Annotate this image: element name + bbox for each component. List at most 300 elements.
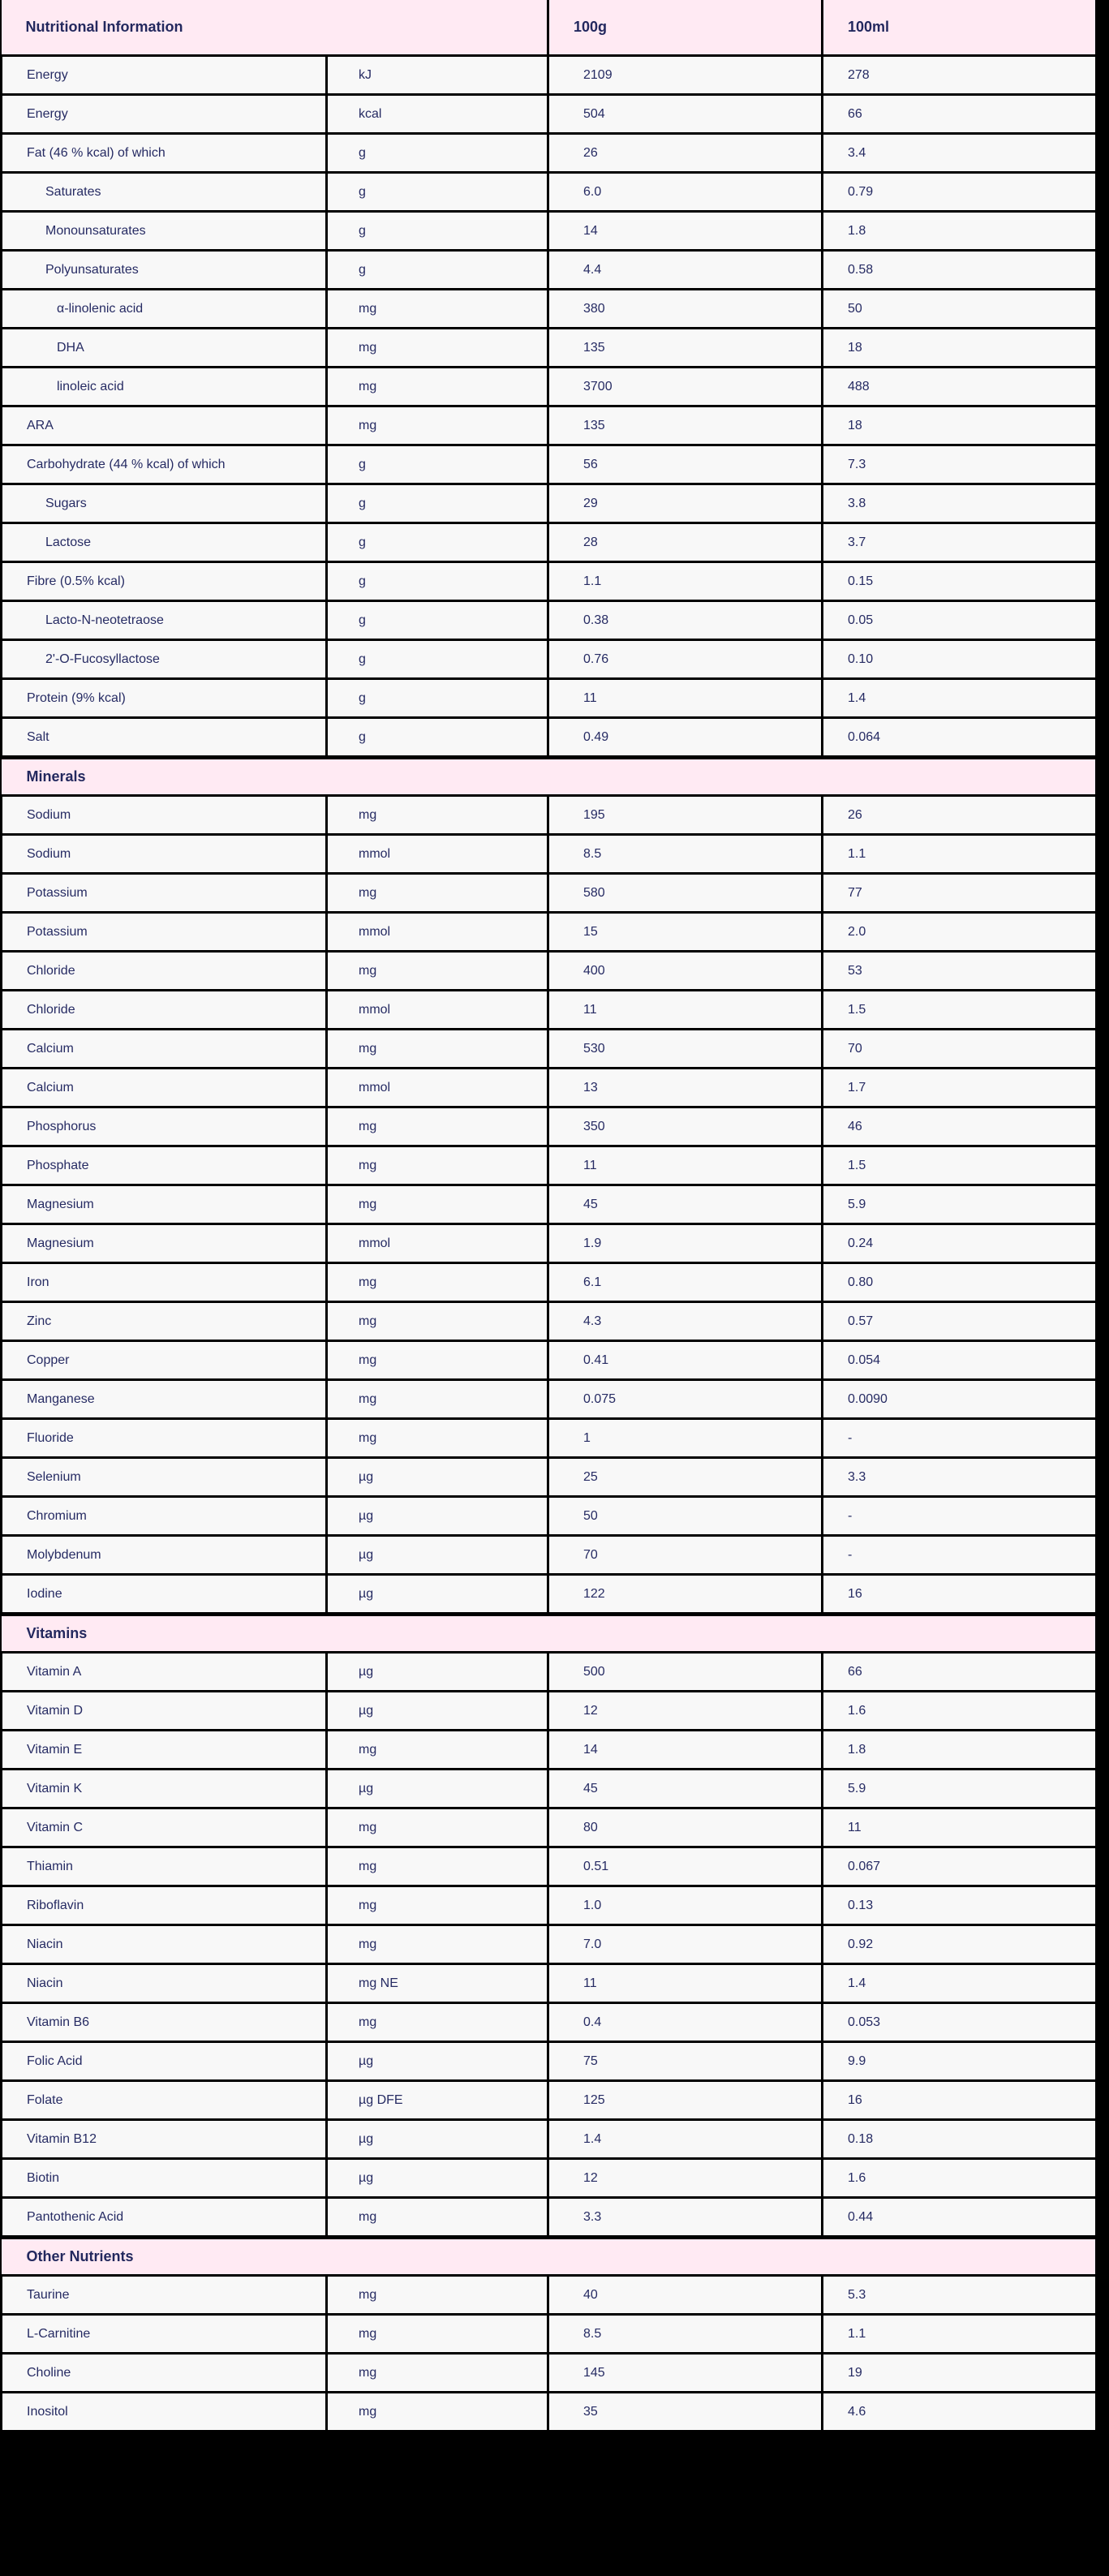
table-row: [2, 173, 1097, 212]
value-per-100ml: 1.8: [823, 1731, 1097, 1770]
table-row: [2, 95, 1097, 134]
nutrient-name: Pantothenic Acid: [2, 2198, 327, 2238]
table-row: [2, 523, 1097, 562]
value-per-100ml: 0.44: [823, 2198, 1097, 2238]
nutrient-name: Manganese: [2, 1380, 327, 1419]
table-row: [2, 251, 1097, 290]
nutrient-unit: g: [327, 251, 548, 290]
nutrient-unit: µg: [327, 1692, 548, 1731]
value-per-100ml: 0.79: [823, 173, 1097, 212]
table-row: [2, 913, 1097, 952]
nutrient-name: Potassium: [2, 874, 327, 913]
table-row: [2, 1886, 1097, 1925]
value-per-100ml: 488: [823, 368, 1097, 406]
nutrient-unit: mg: [327, 1731, 548, 1770]
nutrient-name: linoleic acid: [2, 368, 327, 406]
nutrient-unit: kcal: [327, 95, 548, 134]
nutrient-name: Iron: [2, 1263, 327, 1302]
nutrient-name: Saturates: [2, 173, 327, 212]
value-per-100g: 70: [548, 1536, 823, 1575]
value-per-100ml: 16: [823, 1575, 1097, 1615]
value-per-100g: 530: [548, 1030, 823, 1069]
nutrient-name: Vitamin B12: [2, 2120, 327, 2159]
nutrient-name: DHA: [2, 329, 327, 368]
value-per-100ml: 0.13: [823, 1886, 1097, 1925]
nutrient-unit: mg: [327, 1380, 548, 1419]
nutrition-table-body: [2, 56, 1097, 2432]
value-per-100ml: 11: [823, 1808, 1097, 1847]
value-per-100ml: 7.3: [823, 445, 1097, 484]
value-per-100ml: 0.15: [823, 562, 1097, 601]
value-per-100ml: 50: [823, 290, 1097, 329]
table-row: [2, 1341, 1097, 1380]
nutrient-name: ARA: [2, 406, 327, 445]
table-row: [2, 2315, 1097, 2354]
table-row: [2, 1185, 1097, 1224]
value-per-100g: 45: [548, 1185, 823, 1224]
table-row: [2, 2120, 1097, 2159]
value-per-100g: 400: [548, 952, 823, 991]
header-title: Nutritional Information: [2, 0, 327, 56]
value-per-100g: 580: [548, 874, 823, 913]
value-per-100g: 195: [548, 796, 823, 835]
nutrient-name: Magnesium: [2, 1185, 327, 1224]
value-per-100g: 3.3: [548, 2198, 823, 2238]
nutrient-unit: mg: [327, 1419, 548, 1458]
value-per-100ml: -: [823, 1419, 1097, 1458]
nutrient-name: Polyunsaturates: [2, 251, 327, 290]
table-row: [2, 2003, 1097, 2042]
nutrient-name: Lactose: [2, 523, 327, 562]
nutrient-name: Salt: [2, 718, 327, 758]
nutrient-unit: mg: [327, 2315, 548, 2354]
table-row: [2, 601, 1097, 640]
value-per-100ml: 0.064: [823, 718, 1097, 758]
value-per-100g: 11: [548, 1146, 823, 1185]
value-per-100g: 0.075: [548, 1380, 823, 1419]
nutrient-name: Fluoride: [2, 1419, 327, 1458]
value-per-100ml: -: [823, 1536, 1097, 1575]
nutrient-unit: mg: [327, 1107, 548, 1146]
table-row: [2, 835, 1097, 874]
value-per-100g: 0.4: [548, 2003, 823, 2042]
nutrient-unit: g: [327, 523, 548, 562]
nutrient-name: Molybdenum: [2, 1536, 327, 1575]
nutrient-name: Niacin: [2, 1964, 327, 2003]
value-per-100ml: 278: [823, 56, 1097, 95]
nutrient-name: Fibre (0.5% kcal): [2, 562, 327, 601]
nutrient-unit: mg: [327, 1146, 548, 1185]
value-per-100g: 0.76: [548, 640, 823, 679]
nutrient-unit: mg: [327, 1030, 548, 1069]
value-per-100ml: 0.92: [823, 1925, 1097, 1964]
table-row: [2, 640, 1097, 679]
table-row: [2, 1731, 1097, 1770]
nutrient-unit: mg: [327, 2276, 548, 2315]
value-per-100ml: 77: [823, 874, 1097, 913]
nutrient-name: Inositol: [2, 2393, 327, 2432]
nutrient-unit: mg: [327, 796, 548, 835]
value-per-100g: 12: [548, 2159, 823, 2198]
table-row: [2, 1107, 1097, 1146]
value-per-100ml: 3.7: [823, 523, 1097, 562]
table-row: [2, 134, 1097, 173]
nutrient-unit: µg DFE: [327, 2081, 548, 2120]
value-per-100g: 380: [548, 290, 823, 329]
nutrient-unit: mmol: [327, 991, 548, 1030]
nutrient-unit: mg: [327, 1925, 548, 1964]
value-per-100g: 4.3: [548, 1302, 823, 1341]
value-per-100ml: 0.18: [823, 2120, 1097, 2159]
value-per-100g: 14: [548, 1731, 823, 1770]
nutrient-name: Calcium: [2, 1069, 327, 1107]
nutrient-unit: g: [327, 640, 548, 679]
table-row: [2, 1536, 1097, 1575]
nutrient-unit: mg: [327, 329, 548, 368]
nutrient-unit: mg: [327, 1263, 548, 1302]
value-per-100g: 135: [548, 329, 823, 368]
value-per-100ml: 3.8: [823, 484, 1097, 523]
nutrient-unit: µg: [327, 2042, 548, 2081]
nutrient-unit: g: [327, 445, 548, 484]
value-per-100ml: 0.58: [823, 251, 1097, 290]
nutrient-unit: mg: [327, 1808, 548, 1847]
table-row: [2, 2159, 1097, 2198]
value-per-100ml: 66: [823, 1653, 1097, 1692]
table-row: [2, 1224, 1097, 1263]
table-row: [2, 796, 1097, 835]
value-per-100ml: 16: [823, 2081, 1097, 2120]
value-per-100ml: 1.8: [823, 212, 1097, 251]
value-per-100g: 0.51: [548, 1847, 823, 1886]
value-per-100ml: 3.4: [823, 134, 1097, 173]
value-per-100ml: 1.1: [823, 835, 1097, 874]
nutrient-unit: mg: [327, 1185, 548, 1224]
section-header-row: [2, 2238, 1097, 2276]
value-per-100g: 6.1: [548, 1263, 823, 1302]
value-per-100ml: 4.6: [823, 2393, 1097, 2432]
section-header-row: [2, 1615, 1097, 1653]
nutrient-unit: mg: [327, 368, 548, 406]
nutrient-unit: g: [327, 134, 548, 173]
value-per-100ml: 0.80: [823, 1263, 1097, 1302]
value-per-100ml: 66: [823, 95, 1097, 134]
nutrient-name: Vitamin C: [2, 1808, 327, 1847]
table-row: [2, 2198, 1097, 2238]
table-header-row: [2, 0, 1097, 56]
value-per-100g: 1: [548, 1419, 823, 1458]
table-row: [2, 212, 1097, 251]
table-row: [2, 1770, 1097, 1808]
table-row: [2, 874, 1097, 913]
nutrient-name: Folate: [2, 2081, 327, 2120]
value-per-100ml: 9.9: [823, 2042, 1097, 2081]
table-row: [2, 1497, 1097, 1536]
table-row: [2, 1964, 1097, 2003]
table-row: [2, 679, 1097, 718]
value-per-100g: 8.5: [548, 835, 823, 874]
table-row: [2, 1069, 1097, 1107]
nutrient-unit: mg NE: [327, 1964, 548, 2003]
nutrient-name: Magnesium: [2, 1224, 327, 1263]
nutrient-unit: mmol: [327, 835, 548, 874]
table-row: [2, 1030, 1097, 1069]
nutrient-unit: mg: [327, 2003, 548, 2042]
value-per-100g: 40: [548, 2276, 823, 2315]
nutrient-name: Monounsaturates: [2, 212, 327, 251]
value-per-100ml: 0.05: [823, 601, 1097, 640]
table-row: [2, 1808, 1097, 1847]
value-per-100ml: 0.57: [823, 1302, 1097, 1341]
section-title: Other Nutrients: [2, 2238, 1097, 2276]
nutrient-unit: kJ: [327, 56, 548, 95]
value-per-100ml: 53: [823, 952, 1097, 991]
value-per-100ml: 1.6: [823, 1692, 1097, 1731]
nutrient-unit: mmol: [327, 1069, 548, 1107]
value-per-100g: 122: [548, 1575, 823, 1615]
value-per-100g: 45: [548, 1770, 823, 1808]
table-row: [2, 1847, 1097, 1886]
table-row: [2, 2354, 1097, 2393]
section-title: Minerals: [2, 758, 1097, 796]
value-per-100g: 29: [548, 484, 823, 523]
table-row: [2, 2393, 1097, 2432]
value-per-100g: 80: [548, 1808, 823, 1847]
header-col-100g: 100g: [548, 0, 823, 56]
value-per-100ml: 3.3: [823, 1458, 1097, 1497]
value-per-100g: 0.49: [548, 718, 823, 758]
value-per-100ml: 0.053: [823, 2003, 1097, 2042]
value-per-100ml: 1.4: [823, 679, 1097, 718]
value-per-100g: 2109: [548, 56, 823, 95]
header-col-100ml: 100ml: [823, 0, 1097, 56]
nutrient-name: Zinc: [2, 1302, 327, 1341]
nutrient-unit: mg: [327, 290, 548, 329]
table-row: [2, 1146, 1097, 1185]
nutrient-unit: µg: [327, 2159, 548, 2198]
table-row: [2, 952, 1097, 991]
table-row: [2, 1380, 1097, 1419]
value-per-100ml: 1.5: [823, 991, 1097, 1030]
nutrient-name: 2'-O-Fucosyllactose: [2, 640, 327, 679]
nutrient-name: Phosphate: [2, 1146, 327, 1185]
nutrient-name: Iodine: [2, 1575, 327, 1615]
value-per-100g: 0.38: [548, 601, 823, 640]
value-per-100g: 11: [548, 1964, 823, 2003]
value-per-100g: 14: [548, 212, 823, 251]
nutrient-name: Vitamin D: [2, 1692, 327, 1731]
nutrient-name: L-Carnitine: [2, 2315, 327, 2354]
table-row: [2, 368, 1097, 406]
nutrient-name: Calcium: [2, 1030, 327, 1069]
value-per-100ml: 1.5: [823, 1146, 1097, 1185]
value-per-100g: 11: [548, 991, 823, 1030]
nutrient-name: Choline: [2, 2354, 327, 2393]
nutrient-unit: g: [327, 484, 548, 523]
nutrient-name: Vitamin B6: [2, 2003, 327, 2042]
value-per-100ml: 70: [823, 1030, 1097, 1069]
nutrient-unit: mmol: [327, 1224, 548, 1263]
nutrient-name: Energy: [2, 56, 327, 95]
nutrient-name: Selenium: [2, 1458, 327, 1497]
nutrient-name: α-linolenic acid: [2, 290, 327, 329]
nutrient-unit: mmol: [327, 913, 548, 952]
nutrient-name: Potassium: [2, 913, 327, 952]
value-per-100ml: -: [823, 1497, 1097, 1536]
table-row: [2, 718, 1097, 758]
value-per-100ml: 0.10: [823, 640, 1097, 679]
nutrient-unit: g: [327, 562, 548, 601]
value-per-100g: 145: [548, 2354, 823, 2393]
nutrient-name: Biotin: [2, 2159, 327, 2198]
nutrient-unit: mg: [327, 1341, 548, 1380]
nutrient-unit: mg: [327, 2198, 548, 2238]
table-row: [2, 484, 1097, 523]
value-per-100g: 125: [548, 2081, 823, 2120]
nutrient-unit: mg: [327, 1302, 548, 1341]
nutrient-name: Sugars: [2, 484, 327, 523]
section-title: Vitamins: [2, 1615, 1097, 1653]
value-per-100ml: 5.3: [823, 2276, 1097, 2315]
value-per-100ml: 5.9: [823, 1770, 1097, 1808]
table-row: [2, 562, 1097, 601]
nutrient-unit: g: [327, 718, 548, 758]
value-per-100g: 1.9: [548, 1224, 823, 1263]
table-row: [2, 991, 1097, 1030]
nutrient-name: Lacto-N-neotetraose: [2, 601, 327, 640]
nutrient-unit: mg: [327, 874, 548, 913]
value-per-100ml: 18: [823, 329, 1097, 368]
nutrient-name: Chromium: [2, 1497, 327, 1536]
nutrient-unit: µg: [327, 1770, 548, 1808]
value-per-100g: 11: [548, 679, 823, 718]
header-unit-spacer: [327, 0, 548, 56]
value-per-100g: 6.0: [548, 173, 823, 212]
nutrient-unit: mg: [327, 952, 548, 991]
value-per-100ml: 18: [823, 406, 1097, 445]
nutrient-unit: mg: [327, 2354, 548, 2393]
value-per-100g: 50: [548, 1497, 823, 1536]
value-per-100g: 35: [548, 2393, 823, 2432]
value-per-100ml: 0.067: [823, 1847, 1097, 1886]
table-row: [2, 56, 1097, 95]
nutrient-name: Copper: [2, 1341, 327, 1380]
value-per-100ml: 19: [823, 2354, 1097, 2393]
nutrient-unit: µg: [327, 1653, 548, 1692]
value-per-100ml: 1.1: [823, 2315, 1097, 2354]
table-row: [2, 1263, 1097, 1302]
nutrient-name: Riboflavin: [2, 1886, 327, 1925]
value-per-100g: 1.4: [548, 2120, 823, 2159]
nutrient-unit: g: [327, 173, 548, 212]
nutrient-name: Thiamin: [2, 1847, 327, 1886]
nutrient-name: Folic Acid: [2, 2042, 327, 2081]
nutrient-name: Vitamin A: [2, 1653, 327, 1692]
value-per-100g: 7.0: [548, 1925, 823, 1964]
value-per-100g: 4.4: [548, 251, 823, 290]
nutrient-name: Taurine: [2, 2276, 327, 2315]
nutrient-name: Sodium: [2, 796, 327, 835]
nutrient-unit: g: [327, 679, 548, 718]
value-per-100ml: 1.6: [823, 2159, 1097, 2198]
value-per-100g: 25: [548, 1458, 823, 1497]
value-per-100g: 56: [548, 445, 823, 484]
table-row: [2, 329, 1097, 368]
value-per-100g: 0.41: [548, 1341, 823, 1380]
table-row: [2, 2042, 1097, 2081]
nutrient-unit: µg: [327, 1536, 548, 1575]
table-row: [2, 2276, 1097, 2315]
table-row: [2, 2081, 1097, 2120]
table-row: [2, 406, 1097, 445]
table-row: [2, 1419, 1097, 1458]
value-per-100g: 15: [548, 913, 823, 952]
nutrient-name: Sodium: [2, 835, 327, 874]
nutrient-unit: µg: [327, 1575, 548, 1615]
nutrient-name: Niacin: [2, 1925, 327, 1964]
nutrient-name: Vitamin K: [2, 1770, 327, 1808]
table-row: [2, 1575, 1097, 1615]
value-per-100ml: 1.7: [823, 1069, 1097, 1107]
value-per-100g: 1.0: [548, 1886, 823, 1925]
table-row: [2, 1653, 1097, 1692]
nutrient-name: Chloride: [2, 952, 327, 991]
nutrient-unit: µg: [327, 1497, 548, 1536]
value-per-100g: 350: [548, 1107, 823, 1146]
value-per-100ml: 46: [823, 1107, 1097, 1146]
nutrient-unit: g: [327, 601, 548, 640]
value-per-100g: 12: [548, 1692, 823, 1731]
section-header-row: [2, 758, 1097, 796]
nutrient-name: Fat (46 % kcal) of which: [2, 134, 327, 173]
nutrient-unit: mg: [327, 1847, 548, 1886]
table-row: [2, 1458, 1097, 1497]
table-row: [2, 290, 1097, 329]
value-per-100g: 13: [548, 1069, 823, 1107]
nutrient-name: Vitamin E: [2, 1731, 327, 1770]
value-per-100ml: 0.0090: [823, 1380, 1097, 1419]
value-per-100g: 135: [548, 406, 823, 445]
nutrient-name: Phosphorus: [2, 1107, 327, 1146]
nutrient-unit: mg: [327, 406, 548, 445]
nutrient-unit: mg: [327, 2393, 548, 2432]
nutrient-unit: g: [327, 212, 548, 251]
value-per-100g: 500: [548, 1653, 823, 1692]
nutrient-name: Chloride: [2, 991, 327, 1030]
value-per-100g: 1.1: [548, 562, 823, 601]
value-per-100g: 504: [548, 95, 823, 134]
nutrient-name: Energy: [2, 95, 327, 134]
table-row: [2, 445, 1097, 484]
nutrient-name: Carbohydrate (44 % kcal) of which: [2, 445, 327, 484]
nutrient-unit: mg: [327, 1886, 548, 1925]
value-per-100ml: 2.0: [823, 913, 1097, 952]
value-per-100g: 3700: [548, 368, 823, 406]
value-per-100ml: 0.054: [823, 1341, 1097, 1380]
value-per-100g: 8.5: [548, 2315, 823, 2354]
value-per-100ml: 0.24: [823, 1224, 1097, 1263]
value-per-100g: 28: [548, 523, 823, 562]
table-row: [2, 1302, 1097, 1341]
value-per-100g: 26: [548, 134, 823, 173]
value-per-100g: 75: [548, 2042, 823, 2081]
table-row: [2, 1692, 1097, 1731]
nutrient-unit: µg: [327, 2120, 548, 2159]
nutrient-name: Protein (9% kcal): [2, 679, 327, 718]
nutrient-unit: µg: [327, 1458, 548, 1497]
value-per-100ml: 26: [823, 796, 1097, 835]
table-row: [2, 1925, 1097, 1964]
